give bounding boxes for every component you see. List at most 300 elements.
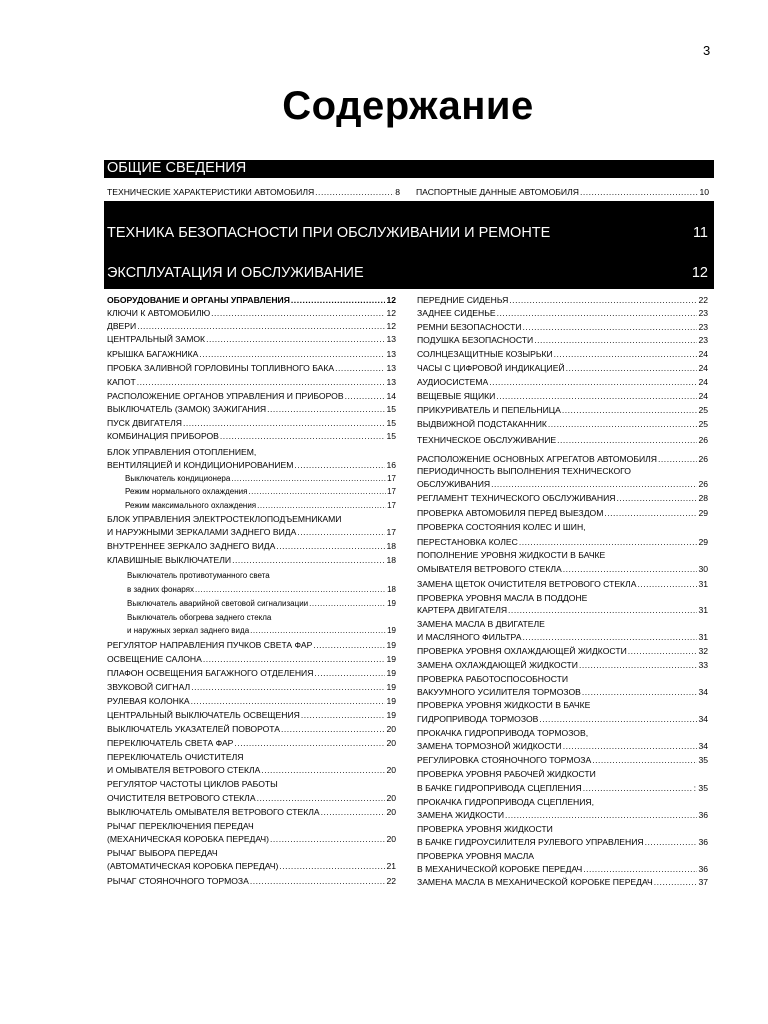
toc-entry-page: 32 <box>698 646 708 656</box>
toc-entry-text: КЛЮЧИ К АВТОМОБИЛЮ <box>107 308 211 318</box>
dot-leader <box>509 295 697 306</box>
toc-entry[interactable] <box>417 674 708 685</box>
dot-leader <box>231 473 386 484</box>
toc-entry-text: ВАКУУМНОГО УСИЛИТЕЛЯ ТОРМОЗОВ <box>417 687 581 697</box>
dot-leader <box>137 321 385 332</box>
toc-entry-page: 12 <box>386 321 396 331</box>
toc-entry-page: 24 <box>698 391 708 401</box>
toc-entry[interactable] <box>125 486 396 497</box>
dot-leader <box>270 834 385 845</box>
dot-leader <box>548 419 698 430</box>
toc-entry-text: ПЕРИОДИЧНОСТЬ ВЫПОЛНЕНИЯ ТЕХНИЧЕСКОГО <box>417 466 631 476</box>
toc-entry-text: Выключатель противотуманного света <box>127 571 270 580</box>
section-page: 11 <box>692 225 708 241</box>
toc-entry[interactable] <box>107 876 396 887</box>
toc-entry-page: 13 <box>386 334 396 344</box>
dot-leader <box>583 864 697 875</box>
toc-entry[interactable] <box>107 431 396 442</box>
dot-leader <box>301 710 386 721</box>
toc-entry[interactable] <box>417 564 708 575</box>
toc-entry-text: РАСПОЛОЖЕНИЕ ОСНОВНЫХ АГРЕГАТОВ АВТОМОБИЛЯ <box>417 454 658 464</box>
section-page: 12 <box>691 265 708 281</box>
toc-entry-text: Режим максимального охлаждения <box>125 501 257 510</box>
toc-entry-text: ЦЕНТРАЛЬНЫЙ ЗАМОК <box>107 334 206 344</box>
toc-entry-page: 12 <box>386 295 396 305</box>
toc-entry-text: ЗАДНЕЕ СИДЕНЬЕ <box>417 308 496 318</box>
toc-row[interactable] <box>416 187 709 198</box>
toc-entry-text: ПРОКАЧКА ГИДРОПРИВОДА СЦЕПЛЕНИЯ, <box>417 797 594 807</box>
toc-entry[interactable] <box>107 321 396 332</box>
toc-entry-text: ЗАМЕНА ТОРМОЗНОЙ ЖИДКОСТИ <box>417 741 562 751</box>
toc-entry[interactable] <box>417 851 708 862</box>
toc-entry-text: ПРОВЕРКА УРОВНЯ МАСЛА В ПОДДОНЕ <box>417 593 588 603</box>
toc-entry-text: В БАЧКЕ ГИДРОПРИВОДА СЦЕПЛЕНИЯ <box>417 783 582 793</box>
toc-entry[interactable] <box>417 728 708 739</box>
toc-entry-page: 22 <box>386 876 396 886</box>
toc-entry-page: 34 <box>698 741 708 751</box>
toc-entry[interactable] <box>417 435 708 446</box>
toc-entry[interactable] <box>417 308 708 319</box>
toc-entry[interactable] <box>417 479 708 490</box>
toc-entry-page: 19 <box>386 654 396 664</box>
toc-entry[interactable] <box>417 335 708 346</box>
toc-entry-text: ПРОВЕРКА СОСТОЯНИЯ КОЛЕС И ШИН, <box>417 522 586 532</box>
dot-leader <box>279 861 385 872</box>
toc-entry[interactable] <box>417 391 708 402</box>
toc-entry-page: 37 <box>698 877 708 887</box>
toc-entry-page: 31 <box>698 579 708 589</box>
dot-leader <box>582 687 698 698</box>
toc-entry[interactable] <box>107 334 396 345</box>
dot-leader <box>250 625 386 636</box>
toc-entry-text: РЕГУЛЯТОР НАПРАВЛЕНИЯ ПУЧКОВ СВЕТА ФАР <box>107 640 313 650</box>
toc-entry-text: ПРОВЕРКА УРОВНЯ РАБОЧЕЙ ЖИДКОСТИ <box>417 769 596 779</box>
toc-entry[interactable] <box>417 864 708 875</box>
toc-entry-text: ЦЕНТРАЛЬНЫЙ ВЫКЛЮЧАТЕЛЬ ОСВЕЩЕНИЯ <box>107 710 300 720</box>
toc-entry[interactable] <box>127 570 396 581</box>
toc-entry[interactable] <box>107 654 396 665</box>
dot-leader <box>191 682 385 693</box>
toc-entry-page: 30 <box>698 564 708 574</box>
toc-entry-page: 19 <box>386 710 396 720</box>
toc-entry-page: 17 <box>386 527 396 537</box>
toc-entry-text: ТЕХНИЧЕСКОЕ ОБСЛУЖИВАНИЕ <box>417 435 557 445</box>
toc-entry-text: Выключатель обогрева заднего стекла <box>127 613 272 622</box>
toc-entry[interactable] <box>417 522 708 533</box>
toc-entry-page: 20 <box>386 765 396 775</box>
toc-entry[interactable] <box>107 807 396 818</box>
toc-entry-page: 21 <box>386 861 396 871</box>
toc-entry-text: ОБОРУДОВАНИЕ И ОРГАНЫ УПРАВЛЕНИЯ <box>107 295 290 305</box>
toc-entry-page: 17 <box>387 487 396 496</box>
toc-entry[interactable] <box>417 797 708 808</box>
toc-entry-page: 36 <box>698 810 708 820</box>
page-number: 3 <box>703 43 711 58</box>
toc-entry[interactable] <box>417 605 708 616</box>
toc-entry-text: Режим нормального охлаждения <box>125 487 248 496</box>
toc-entry-text: РЫЧАГ ПЕРЕКЛЮЧЕНИЯ ПЕРЕДАЧ <box>107 821 254 831</box>
toc-entry-text: РЕМНИ БЕЗОПАСНОСТИ <box>417 322 522 332</box>
toc-entry-text: Выключатель аварийной световой сигнализации <box>127 599 309 608</box>
toc-entry-text: ЗАМЕНА ОХЛАЖДАЮЩЕЙ ЖИДКОСТИ <box>417 660 578 670</box>
toc-entry-page: 15 <box>386 404 396 414</box>
toc-entry-text: ПРОВЕРКА УРОВНЯ ЖИДКОСТИ В БАЧКЕ <box>417 700 591 710</box>
toc-entry-text: ПРОВЕРКА УРОВНЯ ОХЛАЖДАЮЩЕЙ ЖИДКОСТИ <box>417 646 627 656</box>
toc-entry[interactable] <box>125 500 396 511</box>
toc-entry-page: 20 <box>386 834 396 844</box>
toc-entry[interactable] <box>107 682 396 693</box>
dot-leader <box>257 793 386 804</box>
toc-entry-page: 20 <box>386 793 396 803</box>
toc-entry-text: ПУСК ДВИГАТЕЛЯ <box>107 418 182 428</box>
toc-entry-text: ЧАСЫ С ЦИФРОВОЙ ИНДИКАЦИЕЙ <box>417 363 565 373</box>
toc-entry-text: ПОДУШКА БЕЗОПАСНОСТИ <box>417 335 534 345</box>
dot-leader <box>313 640 385 651</box>
toc-entry-text: РАСПОЛОЖЕНИЕ ОРГАНОВ УПРАВЛЕНИЯ И ПРИБОРОВ <box>107 391 344 401</box>
dot-leader <box>604 508 697 519</box>
dot-leader <box>539 714 697 725</box>
toc-entry-text: В БАЧКЕ ГИДРОУСИЛИТЕЛЯ РУЛЕВОГО УПРАВЛЕНИЯ <box>417 837 644 847</box>
section-title: ОБЩИЕ СВЕДЕНИЯ <box>107 160 247 176</box>
toc-entry[interactable] <box>127 584 396 595</box>
toc-entry-text: ЗАМЕНА ЩЕТОК ОЧИСТИТЕЛЯ ВЕТРОВОГО СТЕКЛА <box>417 579 637 589</box>
toc-entry[interactable] <box>417 646 708 657</box>
toc-entry[interactable] <box>417 377 708 388</box>
dot-leader <box>579 660 698 671</box>
dot-leader <box>522 632 697 643</box>
dot-leader <box>658 454 697 465</box>
toc-entry-page: 19 <box>386 682 396 692</box>
toc-entry-page: 19 <box>386 696 396 706</box>
dot-leader <box>335 363 385 374</box>
toc-entry-text: ПЕРЕКЛЮЧАТЕЛЬ СВЕТА ФАР <box>107 738 234 748</box>
toc-entry-text: ВЫКЛЮЧАТЕЛЬ (ЗАМОК) ЗАЖИГАНИЯ <box>107 404 267 414</box>
toc-entry-page: 12 <box>386 308 396 318</box>
toc-entry-page: 13 <box>386 363 396 373</box>
toc-entry[interactable] <box>107 738 396 749</box>
toc-entry[interactable] <box>127 612 396 623</box>
toc-entry[interactable] <box>417 405 708 416</box>
dot-leader <box>267 404 385 415</box>
dot-leader <box>191 696 386 707</box>
dot-leader <box>195 584 386 595</box>
dot-leader <box>489 377 697 388</box>
dot-leader <box>505 810 697 821</box>
toc-entry-page: 20 <box>386 807 396 817</box>
toc-entry[interactable] <box>417 550 708 561</box>
toc-entry[interactable] <box>107 779 396 790</box>
toc-entry[interactable] <box>107 391 396 402</box>
toc-entry-page: 24 <box>698 363 708 373</box>
dot-leader <box>562 405 698 416</box>
toc-entry[interactable] <box>107 514 396 525</box>
toc-entry-text: ГИДРОПРИВОДА ТОРМОЗОВ <box>417 714 539 724</box>
toc-entry-text: ПРОВЕРКА РАБОТОСПОСОБНОСТИ <box>417 674 569 684</box>
toc-entry-text: ЗАМЕНА ЖИДКОСТИ <box>417 810 505 820</box>
dot-leader <box>294 460 385 471</box>
dot-leader <box>523 322 698 333</box>
toc-entry[interactable] <box>107 349 396 360</box>
toc-entry-text: И НАРУЖНЫМИ ЗЕРКАЛАМИ ЗАДНЕГО ВИДА <box>107 527 297 537</box>
toc-entry-text: ЗАМЕНА МАСЛА В МЕХАНИЧЕСКОЙ КОРОБКЕ ПЕРЕДАЧ <box>417 877 653 887</box>
toc-entry[interactable] <box>417 741 708 752</box>
toc-entry[interactable] <box>107 308 396 319</box>
toc-entry-text: ОЧИСТИТЕЛЯ ВЕТРОВОГО СТЕКЛА <box>107 793 256 803</box>
toc-entry-text: ВЫКЛЮЧАТЕЛЬ ОМЫВАТЕЛЯ ВЕТРОВОГО СТЕКЛА <box>107 807 320 817</box>
toc-row[interactable] <box>107 187 400 198</box>
toc-entry[interactable] <box>107 710 396 721</box>
toc-entry-text: ПРОВЕРКА АВТОМОБИЛЯ ПЕРЕД ВЫЕЗДОМ <box>417 508 604 518</box>
toc-entry-text: ТЕХНИЧЕСКИЕ ХАРАКТЕРИСТИКИ АВТОМОБИЛЯ <box>107 187 315 197</box>
toc-entry-text: ПРОВЕРКА УРОВНЯ МАСЛА <box>417 851 534 861</box>
toc-entry-text: Выключатель кондиционера <box>125 474 231 483</box>
dot-leader <box>637 579 697 590</box>
toc-entry-text: ОСВЕЩЕНИЕ САЛОНА <box>107 654 202 664</box>
toc-entry[interactable] <box>125 473 396 484</box>
toc-entry-text: ЗВУКОВОЙ СИГНАЛ <box>107 682 191 692</box>
toc-entry[interactable] <box>107 404 396 415</box>
toc-entry-page: 34 <box>698 687 708 697</box>
toc-entry-page: 19 <box>387 626 396 635</box>
dot-leader <box>563 564 698 575</box>
toc-entry-page: : 35 <box>693 783 708 793</box>
dot-leader <box>211 308 385 319</box>
dot-leader <box>554 349 698 360</box>
toc-entry[interactable] <box>107 527 396 538</box>
dot-leader <box>496 391 697 402</box>
toc-entry-text: РЫЧАГ СТОЯНОЧНОГО ТОРМОЗА <box>107 876 249 886</box>
toc-entry[interactable] <box>107 640 396 651</box>
toc-entry[interactable] <box>417 619 708 630</box>
toc-entry-page: 10 <box>699 187 709 197</box>
dot-leader <box>645 837 698 848</box>
toc-entry-text: ВЕЩЕВЫЕ ЯЩИКИ <box>417 391 496 401</box>
dot-leader <box>183 418 386 429</box>
toc-entry[interactable] <box>417 783 708 794</box>
toc-entry[interactable] <box>107 834 396 845</box>
toc-entry-text: ПРОКАЧКА ГИДРОПРИВОДА ТОРМОЗОВ, <box>417 728 589 738</box>
toc-entry[interactable] <box>417 508 708 519</box>
toc-entry[interactable] <box>107 447 396 458</box>
toc-entry-text: ВНУТРЕННЕЕ ЗЕРКАЛО ЗАДНЕГО ВИДА <box>107 541 276 551</box>
toc-entry[interactable] <box>107 460 396 471</box>
toc-entry[interactable] <box>417 593 708 604</box>
dot-leader <box>497 308 698 319</box>
toc-entry-text: БЛОК УПРАВЛЕНИЯ ЭЛЕКТРОСТЕКЛОПОДЪЕМНИКАМИ <box>107 514 342 524</box>
toc-entry-page: 15 <box>386 418 396 428</box>
toc-entry-text: РЕГУЛЯТОР ЧАСТОТЫ ЦИКЛОВ РАБОТЫ <box>107 779 278 789</box>
toc-entry-page: 19 <box>387 599 396 608</box>
dot-leader <box>345 391 386 402</box>
toc-entry[interactable] <box>417 660 708 671</box>
toc-entry-page: 26 <box>698 435 708 445</box>
toc-entry[interactable] <box>417 466 708 477</box>
toc-entry[interactable] <box>417 295 708 306</box>
toc-entry-text: В МЕХАНИЧЕСКОЙ КОРОБКЕ ПЕРЕДАЧ <box>417 864 583 874</box>
toc-entry-text: ВЫДВИЖНОЙ ПОДСТАКАННИК <box>417 419 547 429</box>
toc-entry-text: БЛОК УПРАВЛЕНИЯ ОТОПЛЕНИЕМ, <box>107 447 257 457</box>
toc-entry[interactable] <box>107 363 396 374</box>
toc-entry-text: ОМЫВАТЕЛЯ ВЕТРОВОГО СТЕКЛА <box>417 564 562 574</box>
toc-entry[interactable] <box>107 861 396 872</box>
toc-entry-page: 18 <box>387 585 396 594</box>
toc-entry[interactable] <box>127 625 396 636</box>
dot-leader <box>206 334 385 345</box>
toc-entry-text: ПАСПОРТНЫЕ ДАННЫЕ АВТОМОБИЛЯ <box>416 187 579 197</box>
dot-leader <box>654 877 698 888</box>
toc-entry[interactable] <box>417 755 708 766</box>
toc-entry-text: СОЛНЦЕЗАЩИТНЫЕ КОЗЫРЬКИ <box>417 349 553 359</box>
toc-entry-text: ВЫКЛЮЧАТЕЛЬ УКАЗАТЕЛЕЙ ПОВОРОТА <box>107 724 281 734</box>
dot-leader <box>261 765 385 776</box>
toc-entry-page: 16 <box>386 460 396 470</box>
toc-entry[interactable] <box>107 752 396 763</box>
toc-entry-page: 19 <box>386 668 396 678</box>
dot-leader <box>557 435 697 446</box>
toc-entry-text: ОБСЛУЖИВАНИЯ <box>417 479 491 489</box>
toc-entry-page: 17 <box>387 474 396 483</box>
toc-entry[interactable] <box>417 877 708 888</box>
toc-entry-page: 8 <box>395 187 400 197</box>
toc-entry[interactable] <box>417 714 708 725</box>
toc-entry[interactable] <box>107 696 396 707</box>
toc-entry-page: 20 <box>386 724 396 734</box>
dot-leader <box>199 349 385 360</box>
toc-entry[interactable] <box>107 765 396 776</box>
toc-entry[interactable] <box>417 322 708 333</box>
toc-entry[interactable] <box>417 363 708 374</box>
dot-leader <box>321 807 386 818</box>
toc-entry-page: 20 <box>386 738 396 748</box>
dot-leader <box>203 654 386 665</box>
toc-entry-text: РУЛЕВАЯ КОЛОНКА <box>107 696 190 706</box>
toc-entry-text: РЕГУЛИРОВКА СТОЯНОЧНОГО ТОРМОЗА <box>417 755 592 765</box>
dot-leader <box>250 876 386 887</box>
toc-entry[interactable] <box>107 295 396 306</box>
dot-leader <box>137 377 386 388</box>
toc-entry-page: 29 <box>698 537 708 547</box>
section-title: ТЕХНИКА БЕЗОПАСНОСТИ ПРИ ОБСЛУЖИВАНИИ И РЕМОНТЕ <box>107 225 551 241</box>
toc-entry[interactable] <box>107 668 396 679</box>
toc-entry[interactable] <box>417 537 708 548</box>
toc-entry-text: И ОМЫВАТЕЛЯ ВЕТРОВОГО СТЕКЛА <box>107 765 261 775</box>
dot-leader <box>616 493 697 504</box>
toc-entry[interactable] <box>417 349 708 360</box>
toc-entry[interactable] <box>417 579 708 590</box>
toc-entry-page: 31 <box>698 605 708 615</box>
toc-entry-page: 25 <box>698 405 708 415</box>
toc-entry[interactable] <box>107 848 396 859</box>
toc-entry-page: 28 <box>698 493 708 503</box>
dot-leader <box>276 541 385 552</box>
toc-entry[interactable] <box>107 541 396 552</box>
toc-entry-page: 26 <box>698 479 708 489</box>
toc-entry-page: 15 <box>386 431 396 441</box>
toc-entry-text: КРЫШКА БАГАЖНИКА <box>107 349 199 359</box>
toc-entry-text: ПЕРЕКЛЮЧАТЕЛЬ ОЧИСТИТЕЛЯ <box>107 752 244 762</box>
dot-leader <box>508 605 697 616</box>
toc-entry[interactable] <box>417 810 708 821</box>
toc-entry[interactable] <box>417 454 708 465</box>
dot-leader <box>315 187 394 198</box>
toc-entry-text: ДВЕРИ <box>107 321 137 331</box>
section-title: ЭКСПЛУАТАЦИЯ И ОБСЛУЖИВАНИЕ <box>107 265 364 281</box>
dot-leader <box>592 755 697 766</box>
toc-entry-page: 23 <box>698 322 708 332</box>
dot-leader <box>566 363 698 374</box>
toc-entry-text: РЫЧАГ ВЫБОРА ПЕРЕДАЧ <box>107 848 218 858</box>
toc-entry-text: (АВТОМАТИЧЕСКАЯ КОРОБКА ПЕРЕДАЧ) <box>107 861 279 871</box>
toc-entry-page: 35 <box>698 755 708 765</box>
dot-leader <box>628 646 698 657</box>
toc-entry[interactable] <box>417 632 708 643</box>
toc-entry-text: и наружных зеркал заднего вида <box>127 626 250 635</box>
toc-entry-page: 29 <box>698 508 708 518</box>
toc-entry-page: 18 <box>386 555 396 565</box>
toc-entry[interactable] <box>107 793 396 804</box>
dot-leader <box>519 537 698 548</box>
toc-entry-page: 23 <box>698 308 708 318</box>
dot-leader <box>248 486 386 497</box>
toc-entry-page: 18 <box>386 541 396 551</box>
toc-entry[interactable] <box>417 493 708 504</box>
toc-entry[interactable] <box>107 821 396 832</box>
toc-entry-text: ПЕРЕДНИЕ СИДЕНЬЯ <box>417 295 509 305</box>
toc-entry-text: КАПОТ <box>107 377 136 387</box>
toc-entry-page: 31 <box>698 632 708 642</box>
toc-entry[interactable] <box>417 837 708 848</box>
toc-entry-text: РЕГЛАМЕНТ ТЕХНИЧЕСКОГО ОБСЛУЖИВАНИЯ <box>417 493 616 503</box>
toc-entry-text: ЗАМЕНА МАСЛА В ДВИГАТЕЛЕ <box>417 619 545 629</box>
toc-entry[interactable] <box>107 555 396 566</box>
toc-entry[interactable] <box>417 419 708 430</box>
toc-entry-page: 13 <box>386 349 396 359</box>
toc-entry-text: ПОПОЛНЕНИЕ УРОВНЯ ЖИДКОСТИ В БАЧКЕ <box>417 550 606 560</box>
toc-entry[interactable] <box>107 724 396 735</box>
toc-entry[interactable] <box>417 769 708 780</box>
toc-entry-page: 24 <box>698 377 708 387</box>
toc-entry-text: ПЕРЕСТАНОВКА КОЛЕС <box>417 537 518 547</box>
toc-entry-page: 33 <box>698 660 708 670</box>
toc-entry[interactable] <box>107 418 396 429</box>
toc-entry-page: 22 <box>698 295 708 305</box>
toc-entry-page: 36 <box>698 837 708 847</box>
dot-leader <box>314 668 385 679</box>
toc-entry[interactable] <box>107 377 396 388</box>
toc-entry-text: ПЛАФОН ОСВЕЩЕНИЯ БАГАЖНОГО ОТДЕЛЕНИЯ <box>107 668 314 678</box>
toc-entry[interactable] <box>417 824 708 835</box>
toc-entry-page: 14 <box>386 391 396 401</box>
dot-leader <box>281 724 385 735</box>
toc-entry-page: 23 <box>698 335 708 345</box>
toc-entry-text: КЛАВИШНЫЕ ВЫКЛЮЧАТЕЛИ <box>107 555 232 565</box>
dot-leader <box>309 598 386 609</box>
toc-entry[interactable] <box>417 700 708 711</box>
toc-entry-page: 19 <box>386 640 396 650</box>
toc-entry-page: 26 <box>698 454 708 464</box>
toc-entry-page: 36 <box>698 864 708 874</box>
section-header-safety-operation <box>104 201 714 289</box>
toc-entry[interactable] <box>417 687 708 698</box>
toc-entry-text: ВЕНТИЛЯЦИЕЙ И КОНДИЦИОНИРОВАНИЕМ <box>107 460 294 470</box>
dot-leader <box>220 431 386 442</box>
toc-entry-text: АУДИОСИСТЕМА <box>417 377 489 387</box>
toc-entry[interactable] <box>127 598 396 609</box>
toc-entry-text: КОМБИНАЦИЯ ПРИБОРОВ <box>107 431 219 441</box>
dot-leader <box>534 335 697 346</box>
toc-entry-page: 13 <box>386 377 396 387</box>
toc-entry-text: И МАСЛЯНОГО ФИЛЬТРА <box>417 632 522 642</box>
